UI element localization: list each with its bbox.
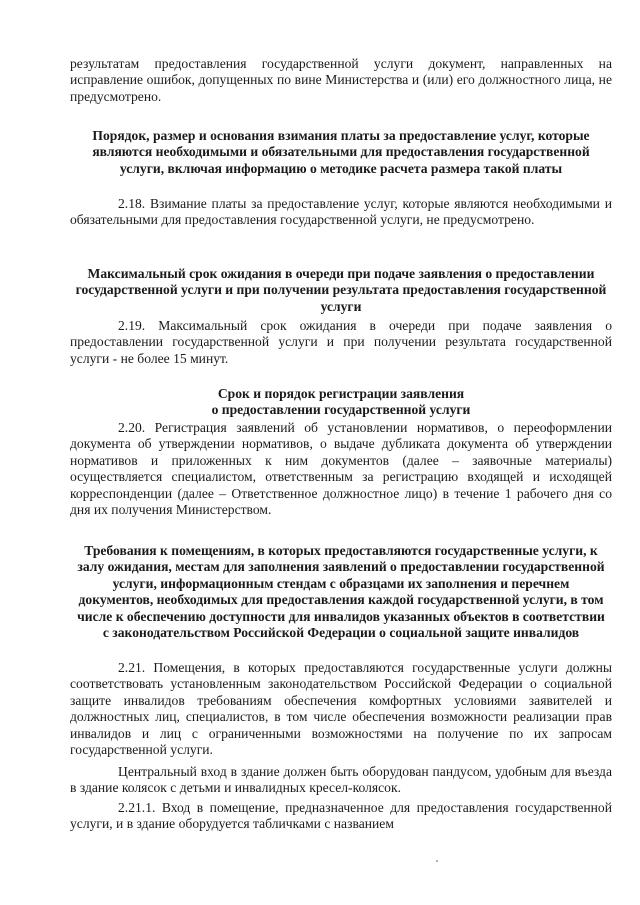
paragraph-2-18: 2.18. Взимание платы за предоставление услуг, которые являются необходимыми и обязательными для предоставления государственной услуги, не предусмотрено. xyxy=(70,196,612,228)
section-heading-registration-line-2: о предоставлении государственной услуги xyxy=(211,402,471,418)
section-heading-registration xyxy=(74,386,608,419)
continued-paragraph: результатам предоставления государственной услуги документ, направленных на исправление ошибок, допущенных по вине Министерства и (или) его должностного лица, не предусмотрено. xyxy=(70,56,612,104)
scan-speck xyxy=(436,860,438,862)
section-heading-registration-line-1: Срок и порядок регистрации заявления xyxy=(217,386,465,401)
section-heading-premises: Требования к помещениям, в которых предоставляются государственные услуги, к залу ожидания, местам для заполнения заявлений о предоставлении государственной услуги, информационным стендам с образцами их заполнения и перечнем документов, необходимых для предоставления каждой государственной услуги, в том числе к обеспечению доступности для инвалидов указанных объектов в соответствии с законодательством Российской Федерации о социальной защите инвалидов xyxy=(77,543,605,641)
section-heading-waiting-time: Максимальный срок ожидания в очереди при подаче заявления о предоставлении государственной услуги и при получении результата предоставления государственной услуги xyxy=(75,266,607,314)
paragraph-entrance: Центральный вход в здание должен быть оборудован пандусом, удобным для въезда в здание колясок с детьми и инвалидных кресел-колясок. xyxy=(70,764,612,796)
paragraph-2-21-1: 2.21.1. Вход в помещение, предназначенное для предоставления государственной услуги, и в здание оборудуется табличками с названием xyxy=(70,800,612,832)
paragraph-2-19: 2.19. Максимальный срок ожидания в очереди при подаче заявления о предоставлении государственной услуги и при получении результата государственной услуги - не более 15 минут. xyxy=(70,318,612,366)
section-heading-fee: Порядок, размер и основания взимания платы за предоставление услуг, которые являются необходимыми и обязательными для предоставления государственной услуги, включая информацию о методике расчета размера такой платы xyxy=(92,128,590,176)
paragraph-2-20: 2.20. Регистрация заявлений об установлении нормативов, о переоформлении документа об утверждении нормативов, о выдаче дубликата документа об утверждении нормативов и приложенных к ним документов (далее – заявочные материалы) осуществляется специалистом, ответственным за регистрацию входящей и исходящей корреспонденции (далее – Ответственное должностное лицо) в течение 1 рабочего дня со дня их получения Министерством. xyxy=(70,420,612,518)
paragraph-2-21: 2.21. Помещения, в которых предоставляются государственные услуги должны соответствовать установленным законодательством Российской Федерации о социальной защите инвалидов требованиям обеспечения комфортных условиями заявителей и должностных лиц, специалистов, в том числе обеспечения возможности реализации прав инвалидов и лиц с ограниченными возможностями на получение по их запросам государственной услуги. xyxy=(70,660,612,758)
